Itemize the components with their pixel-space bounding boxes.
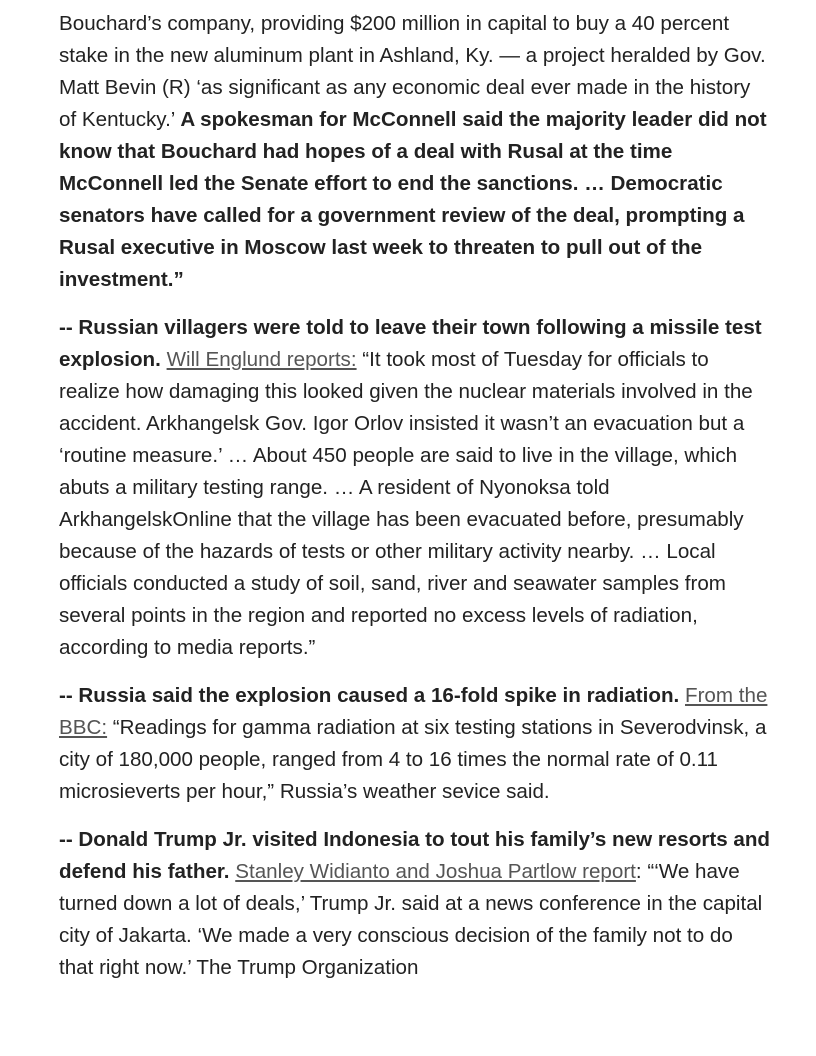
article-body xyxy=(59,8,771,1000)
paragraph-bold-tail: A spokesman for McConnell said the majority leader did not know that Bouchard had hopes of a deal with Rusal at the time McConnell led the Senate effort to end the sanctions. … Democratic senators have called for a government review of the deal, prompting a Rusal executive in Moscow last week to threaten to pull out of the investment.” xyxy=(59,108,767,291)
link-will-englund-reports[interactable]: Will Englund reports: xyxy=(166,348,357,371)
paragraph-lead: -- Donald Trump Jr. visited Indonesia to tout his family’s new resorts and defend his father. xyxy=(59,828,770,883)
paragraph-text: “Readings for gamma radiation at six testing stations in Severodvinsk, a city of 180,000 people, ranged from 4 to 16 times the normal rate of 0.11 microsieverts per hour,” Russia’s weather sevice said. xyxy=(59,716,767,803)
paragraph-trump-jr-indonesia xyxy=(59,824,771,984)
paragraph-rusal-deal xyxy=(59,8,771,296)
paragraph-text: Bouchard’s company, providing $200 million in capital to buy a 40 percent stake in the new aluminum plant in Ashland, Ky. — a project heralded by Gov. Matt Bevin (R) ‘as significant as any economic deal ever made in the history of Kentucky.’ xyxy=(59,12,766,131)
link-widianto-partlow-report[interactable]: Stanley Widianto and Joshua Partlow report xyxy=(235,860,636,883)
link-from-the-bbc[interactable]: From the BBC: xyxy=(59,684,768,739)
paragraph-russian-villagers xyxy=(59,312,771,664)
paragraph-radiation-spike xyxy=(59,680,771,808)
paragraph-text: : “‘We have turned down a lot of deals,’ Trump Jr. said at a news conference in the capital city of Jakarta. ‘We made a very conscious decision of the family not to do that right now.’ The Trump Organization xyxy=(59,860,763,979)
paragraph-lead: -- Russia said the explosion caused a 16-fold spike in radiation. xyxy=(59,684,680,707)
paragraph-text: “It took most of Tuesday for officials to realize how damaging this looked given the nuclear materials involved in the accident. Arkhangelsk Gov. Igor Orlov insisted it wasn’t an evacuation but a ‘routine measure.’ … About 450 people are said to live in the village, which abuts a military testing range. … A resident of Nyonoksa told ArkhangelskOnline that the village has been evacuated before, presumably because of the hazards of tests or other military activity nearby. … Local officials conducted a study of soil, sand, river and seawater samples from several points in the region and reported no excess levels of radiation, according to media reports.” xyxy=(59,348,753,659)
paragraph-lead: -- Russian villagers were told to leave their town following a missile test explosion. xyxy=(59,316,762,371)
